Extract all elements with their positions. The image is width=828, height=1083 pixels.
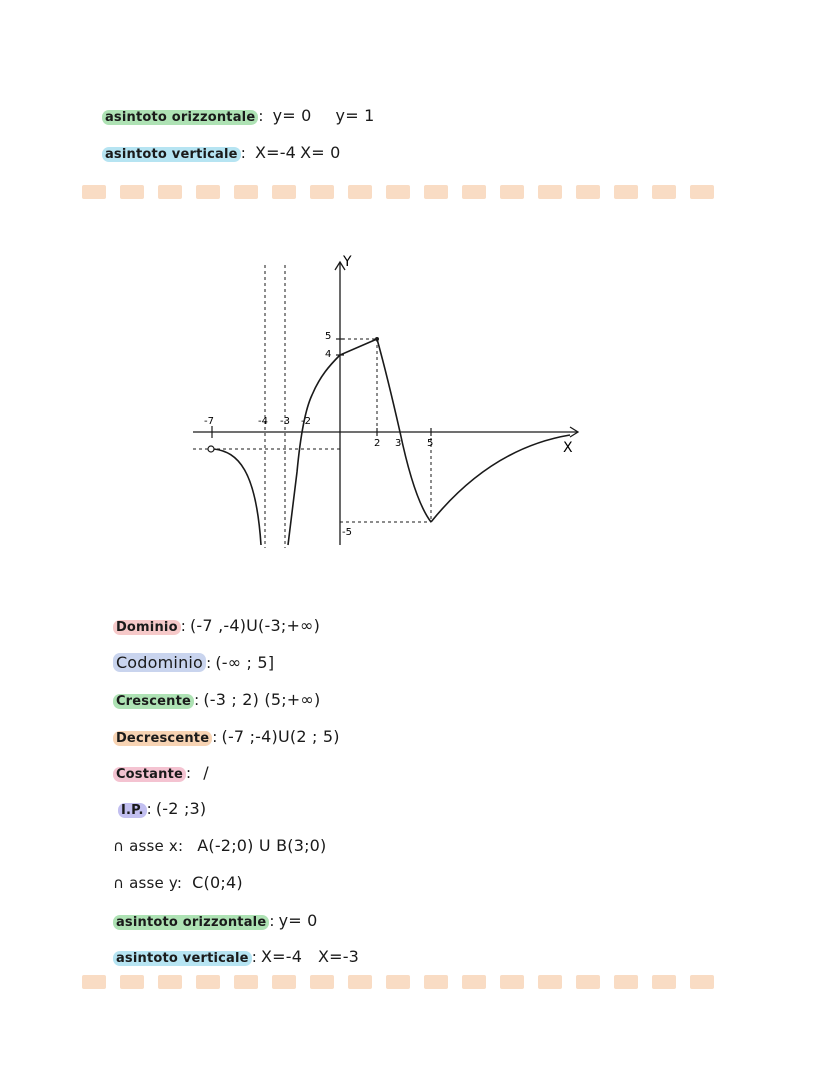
analysis-horizontal-asymptote-label: asintoto orizzontale	[113, 915, 269, 930]
x-axis-label: X	[563, 440, 573, 456]
row-asse-x: ∩ asse x: A(-2;0) U B(3;0)	[112, 836, 327, 855]
row-asse-y: ∩ asse y: C(0;4)	[112, 873, 243, 892]
costante-value: /	[203, 763, 209, 782]
asse-y-value: C(0;4)	[192, 873, 243, 892]
codominio-value: (-∞ ; 5]	[215, 653, 275, 672]
horizontal-asymptote-label: asintoto orizzontale	[102, 110, 258, 125]
dominio-value: (-7 ,-4)U(-3;+∞)	[189, 616, 321, 635]
tick-label-y-5: 5	[325, 331, 332, 342]
tick-label-x-minus-4: -4	[258, 416, 268, 427]
row-costante: Costante : /	[103, 745, 209, 782]
analysis-horizontal-asymptote-value: y= 0	[278, 911, 318, 930]
open-point-x-minus-7	[208, 446, 214, 452]
curve-branch-rising	[288, 339, 377, 545]
x-axis-arrow	[570, 427, 578, 437]
vertical-asymptote-value-1: X=-4	[254, 143, 297, 162]
asse-x-value: A(-2;0) U B(3;0)	[197, 836, 327, 855]
vertical-asymptote-value-2: X= 0	[300, 143, 341, 162]
tick-label-x-minus-3: -3	[280, 416, 290, 427]
dominio-label: Dominio	[113, 620, 181, 635]
analysis-vertical-asymptote-value: X=-4 X=-3	[260, 947, 360, 966]
row-dominio: Dominio : (-7 ,-4)U(-3;+∞)	[103, 598, 320, 635]
divider-top	[82, 185, 744, 199]
codominio-label: Codominio	[113, 653, 206, 672]
tick-label-x-3: 3	[395, 438, 402, 449]
crescente-value: (-3 ; 2) (5;+∞)	[203, 690, 321, 709]
row-decrescente: Decrescente : (-7 ;-4)U(2 ; 5)	[103, 709, 340, 746]
tick-label-x-minus-2: -2	[301, 416, 311, 427]
decrescente-value: (-7 ;-4)U(2 ; 5)	[221, 727, 340, 746]
ip-value: (-2 ;3)	[155, 799, 207, 818]
curve-descending	[377, 339, 434, 522]
curve-branch-left	[214, 449, 261, 545]
analysis-vertical-asymptote-label: asintoto verticale	[113, 951, 252, 966]
crescente-label: Crescente	[113, 694, 194, 709]
tick-label-x-5: 5	[427, 438, 434, 449]
y-axis-label: Y	[343, 254, 352, 270]
horizontal-asymptote-value-1: y= 0	[272, 106, 312, 125]
row-ip: I.P. : (-2 ;3)	[108, 781, 206, 818]
horizontal-asymptote-value-2: y= 1	[335, 106, 375, 125]
tick-label-y-4: 4	[325, 349, 332, 360]
row-crescente: Crescente : (-3 ; 2) (5;+∞)	[103, 672, 320, 709]
row-codominio: Codominio : (-∞ ; 5]	[103, 635, 274, 672]
costante-label: Costante	[113, 767, 186, 782]
row-vertical-asymptote: asintoto verticale : X=-4 X=-3	[103, 929, 359, 966]
asse-y-label: ∩ asse y	[112, 874, 177, 892]
asse-x-label: ∩ asse x	[112, 837, 178, 855]
ip-label: I.P.	[118, 803, 147, 818]
curve-rising-right	[431, 435, 570, 522]
top-horizontal-asymptote: asintoto orizzontale : y= 0 y= 1	[92, 88, 375, 125]
decrescente-label: Decrescente	[113, 731, 212, 746]
tick-label-x-2: 2	[374, 438, 381, 449]
top-vertical-asymptote: asintoto verticale : X=-4 X= 0	[92, 125, 341, 162]
divider-bottom	[82, 975, 744, 989]
y-axis-arrow	[335, 262, 345, 270]
vertical-asymptote-label: asintoto verticale	[102, 147, 241, 162]
row-horizontal-asymptote: asintoto orizzontale : y= 0	[103, 893, 318, 930]
max-point	[375, 337, 379, 341]
tick-label-x-minus-7: -7	[204, 416, 214, 427]
tick-label-y-minus-5: -5	[342, 527, 352, 538]
